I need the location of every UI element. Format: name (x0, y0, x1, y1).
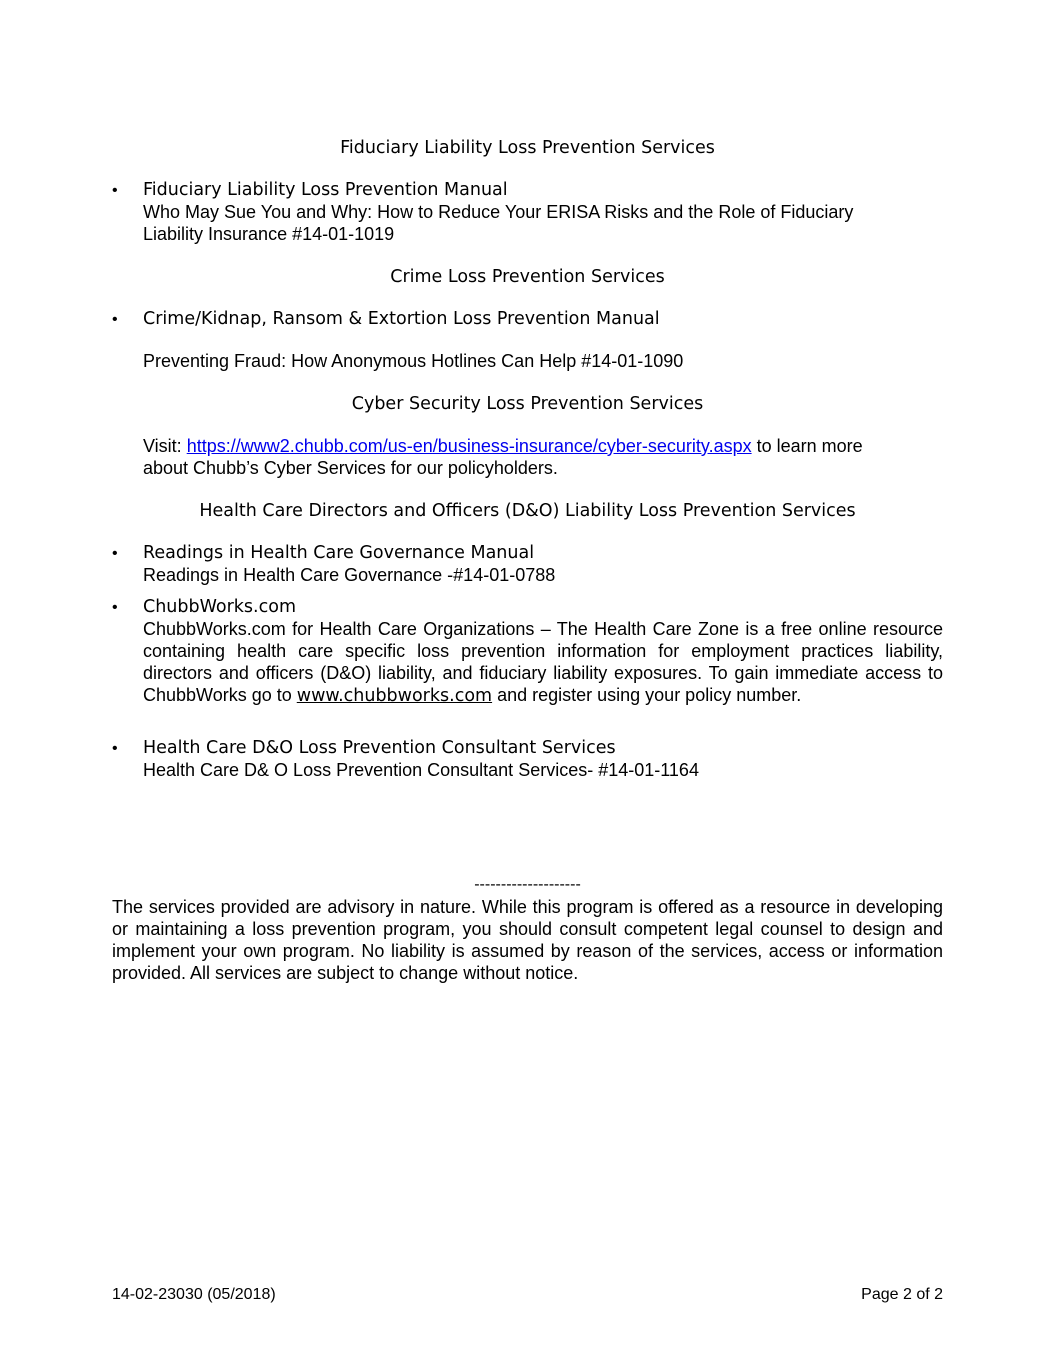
bullet-icon: • (112, 545, 118, 562)
cyber-heading: Cyber Security Loss Prevention Services (351, 394, 704, 414)
cyber-visit-suffix: to learn more (751, 436, 863, 456)
cyber-visit-line (143, 435, 943, 457)
separator-line: -------------------- (474, 876, 581, 893)
fiduciary-manual-line2: Liability Insurance #14-01-1019 (143, 224, 395, 244)
cyber-security-link[interactable]: https://www2.chubb.com/us-en/business-insurance/cyber-security.aspx (186, 436, 752, 456)
fiduciary-manual-title: Fiduciary Liability Loss Prevention Manual (143, 180, 508, 200)
page-number: Page 2 of 2 (861, 1286, 943, 1303)
cyber-visit-line2: about Chubb’s Cyber Services for our policyholders. (143, 458, 558, 478)
bullet-icon: • (112, 311, 118, 328)
bullet-icon: • (112, 182, 118, 199)
fiduciary-heading: Fiduciary Liability Loss Prevention Services (340, 138, 715, 158)
bullet-icon: • (112, 599, 118, 616)
healthcare-heading: Health Care Directors and Officers (D&O) Liability Loss Prevention Services (199, 501, 856, 521)
chubbworks-body-end: and register using your policy number. (492, 685, 802, 705)
chubbworks-link[interactable]: www.chubbworks.com (296, 686, 493, 706)
crime-heading: Crime Loss Prevention Services (390, 267, 665, 287)
disclaimer-text: The services provided are advisory in nature. While this program is offered as a resource in developing or maintaining a loss prevention program, you should consult competent legal counsel to design and implement your own program. No liability is assumed by reason of the services, access or information provided. All services are subject to change without notice. (112, 897, 943, 983)
consultant-services-body: Health Care D& O Loss Prevention Consultant Services- #14-01-1164 (143, 760, 699, 780)
governance-manual-title: Readings in Health Care Governance Manual (143, 543, 535, 563)
chubbworks-body-text: ChubbWorks.com for Health Care Organizations – The Health Care Zone is a free online resource containing health care specific loss prevention information for employment practices liability, directors and officers (D&O) liability, and fiduciary liability exposures. To gain immediate access to ChubbWorks go to (143, 619, 943, 705)
crime-manual-body: Preventing Fraud: How Anonymous Hotlines Can Help #14-01-1090 (143, 351, 684, 371)
bullet-icon: • (112, 740, 118, 757)
form-number: 14-02-23030 (05/2018) (112, 1286, 276, 1303)
consultant-services-title: Health Care D&O Loss Prevention Consultant Services (143, 738, 616, 758)
chubbworks-body (143, 618, 943, 707)
fiduciary-manual-line1: Who May Sue You and Why: How to Reduce Your ERISA Risks and the Role of Fiduciary (143, 202, 854, 222)
chubbworks-title: ChubbWorks.com (143, 597, 296, 617)
governance-manual-body: Readings in Health Care Governance -#14-01-0788 (143, 565, 556, 585)
cyber-visit-prefix: Visit: (143, 436, 187, 456)
crime-manual-title: Crime/Kidnap, Ransom & Extortion Loss Prevention Manual (143, 309, 660, 329)
